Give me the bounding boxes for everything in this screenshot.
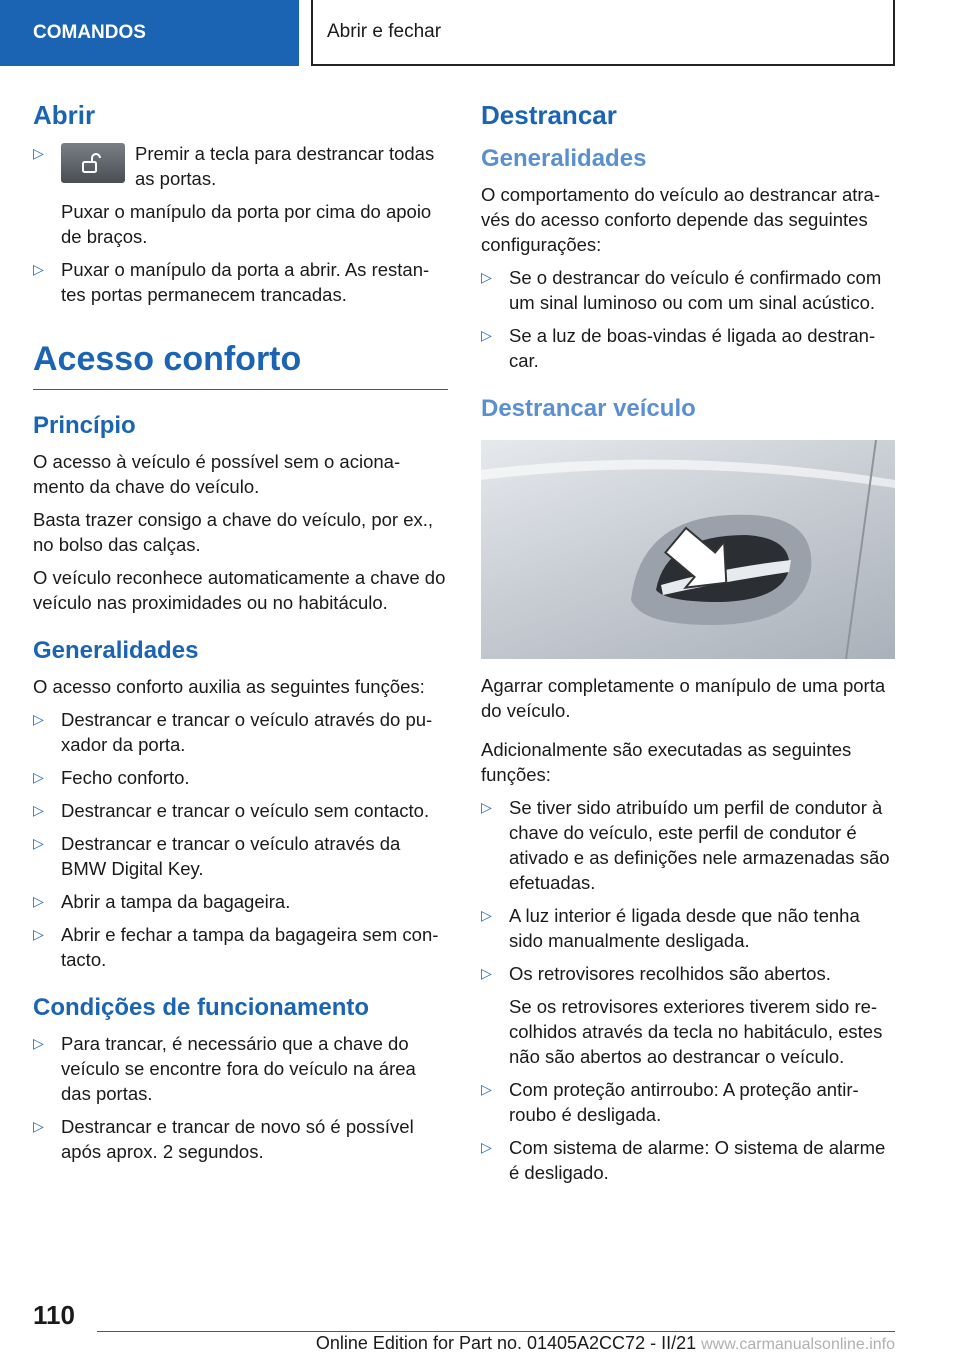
door-handle-photo — [481, 440, 895, 659]
list-item-text: Fecho conforto. — [61, 766, 190, 788]
list-item — [481, 961, 895, 986]
triangle-bullet-icon: ▷ — [481, 1080, 492, 1097]
triangle-bullet-icon: ▷ — [481, 326, 492, 343]
footer-watermark: www.carmanualsonline.info — [701, 1336, 895, 1353]
list-item-text: Para trancar, é necessário que a chave do veículo se encontre fora do veículo na área das portas. — [61, 1032, 416, 1104]
triangle-bullet-icon: ▷ — [481, 1138, 492, 1155]
destrancar-generalidades-heading: Generalidades — [481, 145, 647, 173]
generalidades-paragraph: O acesso conforto auxilia as seguintes funções: — [33, 675, 425, 697]
triangle-bullet-icon: ▷ — [481, 268, 492, 285]
list-item-text: Destrancar e trancar o veículo através da BMW Digital Key. — [61, 832, 401, 879]
right-column — [481, 100, 895, 1193]
destrancar-heading: Destrancar — [481, 100, 617, 130]
triangle-bullet-icon: ▷ — [33, 801, 44, 818]
acesso-conforto-heading: Acesso conforto — [33, 337, 448, 390]
triangle-bullet-icon: ▷ — [33, 834, 44, 851]
triangle-bullet-icon: ▷ — [33, 261, 44, 278]
abrir-item-1: Premir a tecla para destrancar todas as portas. — [135, 143, 435, 190]
list-item-text: Os retrovisores recolhidos são abertos. — [509, 962, 831, 984]
list-item-text: Se o destrancar do veículo é confirmado com um sinal luminoso ou com um sinal acústico. — [509, 266, 882, 313]
list-item — [33, 1031, 448, 1106]
page-number: 110 — [33, 1300, 75, 1330]
triangle-bullet-icon: ▷ — [33, 710, 44, 727]
principio-paragraph-1: O acesso à veículo é possível sem o aciona‐mento da chave do veículo. — [33, 451, 401, 498]
retrovisores-note: Se os retrovisores exteriores tiverem sido re‐colhidos através da tecla no habitáculo, estes não são abertos ao destrancar o veículo. — [509, 995, 883, 1067]
list-item — [481, 795, 895, 895]
abrir-item-2: Puxar o manípulo da porta por cima do apoio de braços. — [61, 201, 432, 248]
list-item-text: Destrancar e trancar de novo só é possível após aprox. 2 segundos. — [61, 1115, 414, 1162]
generalidades-list — [33, 707, 448, 972]
footer-edition — [250, 1333, 895, 1354]
veiculo-list — [481, 795, 895, 986]
list-item-text: Abrir a tampa da bagageira. — [61, 890, 291, 912]
abrir-item-3: Puxar o manípulo da porta a abrir. As restan‐tes portas permanecem trancadas. — [61, 259, 430, 306]
header-section-label: COMANDOS — [33, 22, 146, 43]
list-item-text: Se a luz de boas-vindas é ligada ao destran‐car. — [509, 324, 876, 371]
veiculo-paragraph-1: Agarrar completamente o manípulo de uma porta do veículo. — [481, 674, 886, 721]
triangle-bullet-icon: ▷ — [33, 1034, 44, 1051]
list-item-text: Destrancar e trancar o veículo sem contacto. — [61, 799, 430, 821]
list-item-text: Abrir e fechar a tampa da bagageira sem con‐tacto. — [61, 923, 439, 970]
triangle-bullet-icon: ▷ — [33, 145, 44, 162]
list-item — [33, 765, 448, 790]
abrir-list — [33, 141, 448, 307]
list-item — [481, 265, 895, 315]
list-item — [481, 1077, 895, 1127]
list-item — [33, 889, 448, 914]
list-item — [33, 257, 448, 307]
list-item — [481, 1135, 895, 1185]
destrancar-generalidades-paragraph: O comportamento do veículo ao destrancar atra‐vés do acesso conforto depende das seguintes configurações: — [481, 183, 880, 255]
door-handle-illustration — [481, 440, 895, 659]
list-item — [33, 141, 448, 249]
header-title-box — [311, 0, 895, 66]
triangle-bullet-icon: ▷ — [33, 892, 44, 909]
list-item — [33, 798, 448, 823]
header-title: Abrir e fechar — [327, 21, 442, 42]
principio-paragraph-2: Basta trazer consigo a chave do veículo, por ex., no bolso das calças. — [33, 509, 434, 556]
unlock-key-icon — [61, 143, 125, 183]
abrir-heading: Abrir — [33, 100, 96, 130]
triangle-bullet-icon: ▷ — [481, 964, 492, 981]
principio-heading: Princípio — [33, 412, 136, 440]
principio-paragraph-3: O veículo reconhece automaticamente a chave do veículo nas proximidades ou no habitáculo. — [33, 567, 446, 614]
triangle-bullet-icon: ▷ — [33, 768, 44, 785]
list-item — [481, 903, 895, 953]
list-item-text: A luz interior é ligada desde que não tenha sido manualmente desligada. — [509, 904, 860, 951]
destrancar-generalidades-list — [481, 265, 895, 373]
list-item — [33, 831, 448, 881]
triangle-bullet-icon: ▷ — [481, 906, 492, 923]
list-item — [33, 1114, 448, 1164]
list-item-text: Com proteção antirroubo: A proteção antir‐roubo é desligada. — [509, 1078, 859, 1125]
list-item — [33, 922, 448, 972]
footer-divider — [97, 1331, 895, 1332]
list-item-text: Se tiver sido atribuído um perfil de condutor à chave do veículo, este perfil de condutor é ativado e as definições nele armazenadas são efetuadas. — [509, 796, 890, 893]
left-column — [33, 100, 448, 1172]
generalidades-heading: Generalidades — [33, 637, 199, 665]
list-item-text: Destrancar e trancar o veículo através do pu‐xador da porta. — [61, 708, 433, 755]
veiculo-list-2 — [481, 1077, 895, 1185]
triangle-bullet-icon: ▷ — [33, 925, 44, 942]
condicoes-heading: Condições de funcionamento — [33, 993, 370, 1021]
veiculo-paragraph-2: Adicionalmente são executadas as seguintes funções: — [481, 738, 852, 785]
header-section-tab — [0, 0, 299, 66]
list-item-text: Com sistema de alarme: O sistema de alarme é desligado. — [509, 1136, 886, 1183]
footer-edition-text: Online Edition for Part no. 01405A2CC72 - II/21 — [315, 1333, 697, 1353]
destrancar-veiculo-heading: Destrancar veículo — [481, 394, 696, 422]
triangle-bullet-icon: ▷ — [481, 798, 492, 815]
list-item — [481, 323, 895, 373]
list-item — [33, 707, 448, 757]
triangle-bullet-icon: ▷ — [33, 1117, 44, 1134]
condicoes-list — [33, 1031, 448, 1164]
